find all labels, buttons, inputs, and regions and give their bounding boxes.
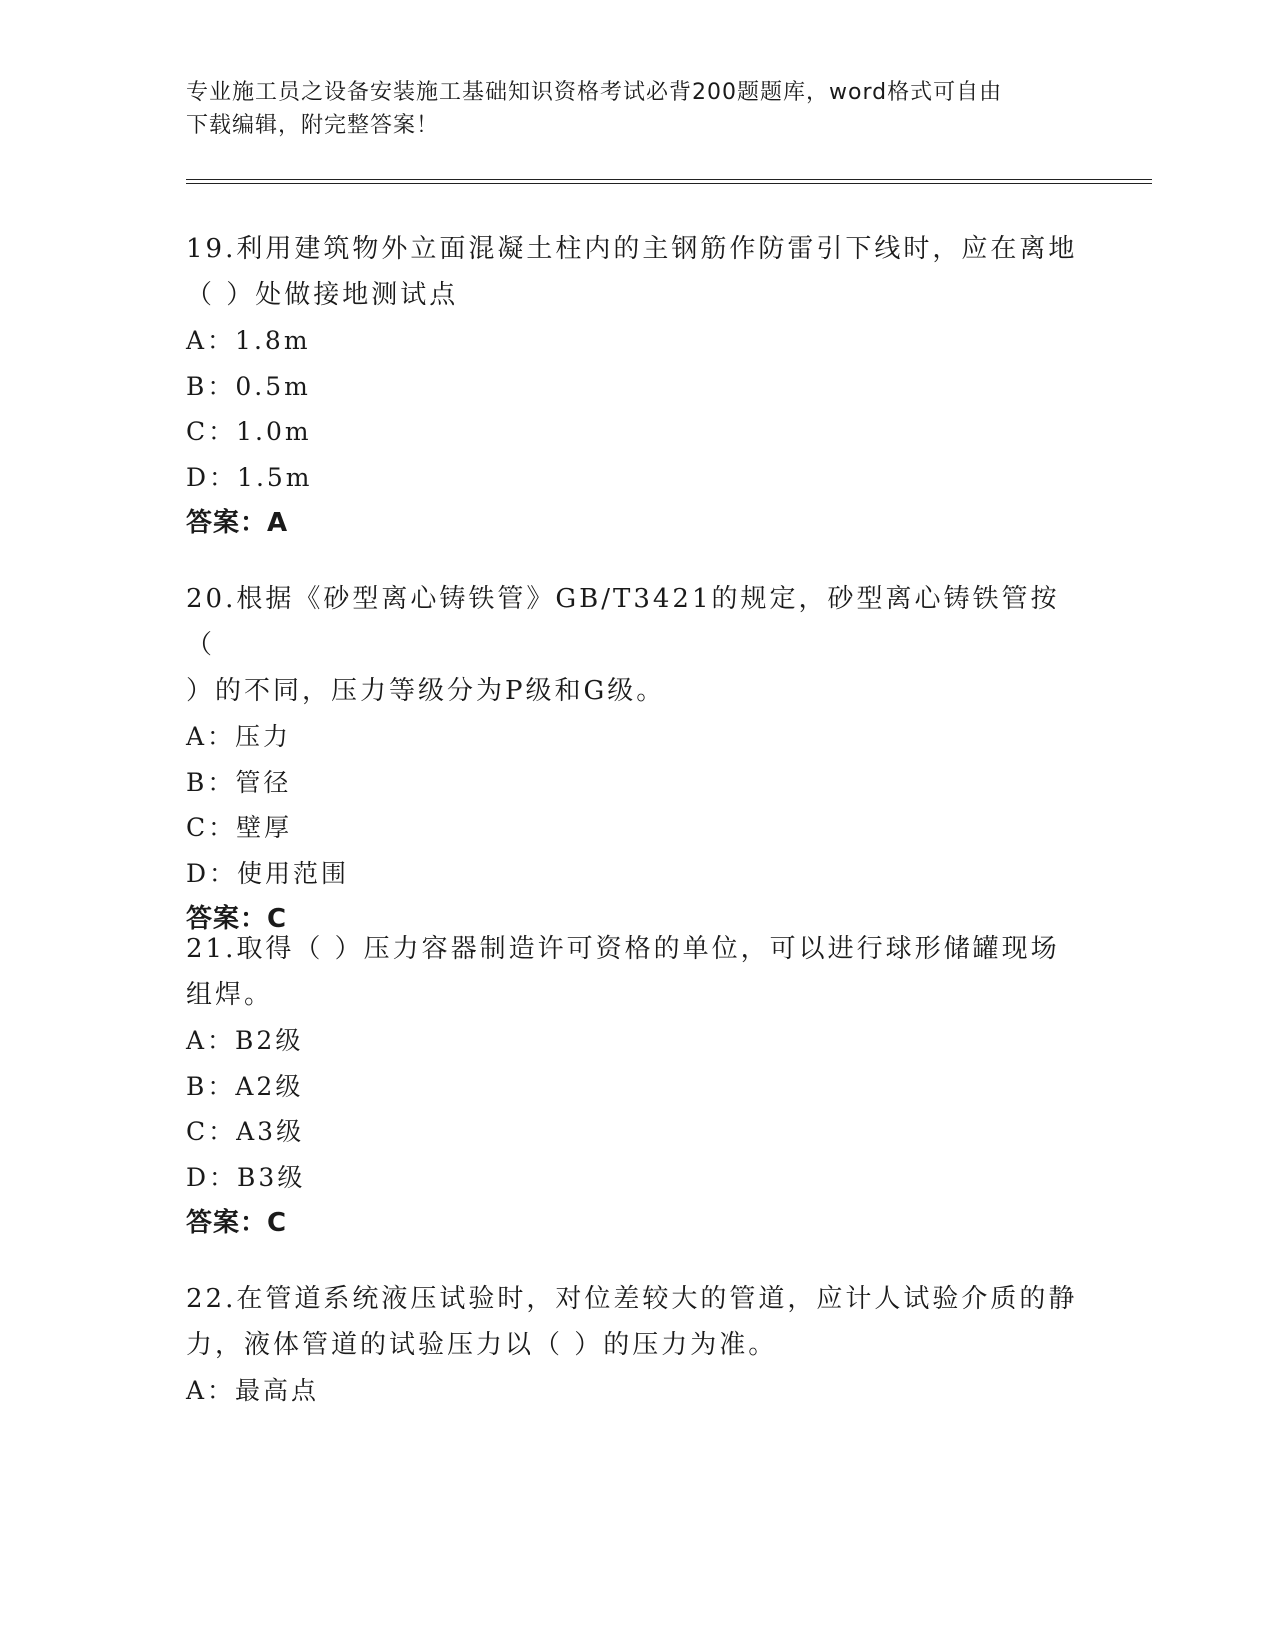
option-c: C：1.0m — [186, 417, 312, 446]
question-stem — [186, 576, 1086, 714]
question-20 — [186, 576, 1086, 942]
question-stem-line-1: 22.在管道系统液压试验时，对位差较大的管道，应计人试验介质的静 — [186, 1284, 1078, 1314]
option-c: C：壁厚 — [186, 813, 293, 842]
option-b: B：A2级 — [186, 1071, 304, 1101]
question-stem-line-1: 19.利用建筑物外立面混凝土柱内的主钢筋作防雷引下线时，应在离地 — [186, 234, 1078, 264]
option-b: B：0.5m — [186, 371, 311, 401]
question-stem-line-2: （ ）处做接地测试点 — [186, 280, 459, 310]
question-21 — [186, 926, 1086, 1246]
question-stem — [186, 1276, 1086, 1368]
answer-label: 答案：A — [186, 508, 289, 538]
option-d: D：1.5m — [186, 462, 313, 492]
question-stem — [186, 926, 1086, 1018]
header-divider — [186, 179, 1152, 184]
document-page — [186, 0, 1146, 1650]
question-stem-line-1: 20.根据《砂型离心铸铁管》GB/T3421的规定，砂型离心铸铁管按（ — [186, 584, 1060, 660]
option-d: D：B3级 — [186, 1162, 306, 1192]
option-b: B：管径 — [186, 767, 292, 797]
option-a: A：最高点 — [186, 1376, 320, 1405]
question-stem-line-2: 力，液体管道的试验压力以（ ）的压力为准。 — [186, 1330, 778, 1360]
option-d: D：使用范围 — [186, 858, 350, 888]
document-header — [186, 76, 1066, 142]
question-stem-line-2: ）的不同，压力等级分为P级和G级。 — [186, 676, 666, 706]
question-stem-line-2: 组焊。 — [186, 980, 274, 1010]
question-22 — [186, 1276, 1086, 1414]
header-line-2: 下载编辑，附完整答案！ — [186, 113, 440, 138]
option-a: A：压力 — [186, 722, 292, 751]
answer-label: 答案：C — [186, 904, 288, 934]
question-stem — [186, 226, 1086, 318]
question-stem-line-1: 21.取得（ ）压力容器制造许可资格的单位，可以进行球形储罐现场 — [186, 934, 1060, 964]
option-a: A：B2级 — [186, 1026, 304, 1055]
header-line-1: 专业施工员之设备安装施工基础知识资格考试必背200题题库，word格式可自由 — [186, 80, 1003, 105]
answer-label: 答案：C — [186, 1208, 288, 1238]
question-19 — [186, 226, 1086, 546]
option-a: A：1.8m — [186, 326, 311, 355]
option-c: C：A3级 — [186, 1117, 305, 1146]
